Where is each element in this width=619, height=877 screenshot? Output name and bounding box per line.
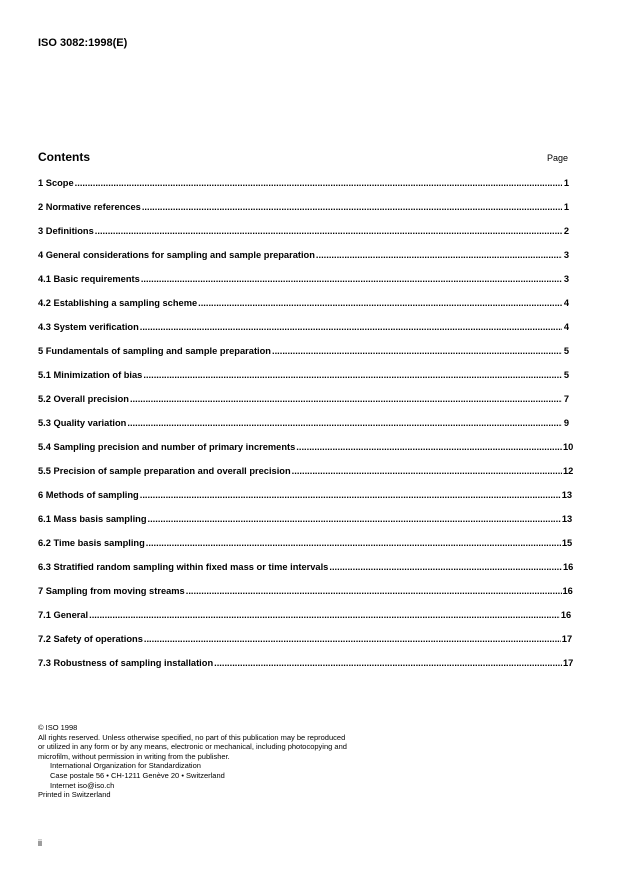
toc-entry-title: 6.1 Mass basis sampling — [38, 514, 147, 524]
toc-entry-page: 5 — [563, 370, 569, 380]
toc-entry-title: 5.5 Precision of sample preparation and overall precision — [38, 466, 291, 476]
toc-entry-title: 4.1 Basic requirements — [38, 274, 140, 284]
toc-entry-title: 7 Sampling from moving streams — [38, 586, 185, 596]
toc-entry-title: 7.2 Safety of operations — [38, 634, 143, 644]
toc-entry-page: 4 — [563, 322, 569, 332]
toc-entry-title: 4 General considerations for sampling and sample preparation — [38, 250, 315, 260]
toc-entry-title: 5.2 Overall precision — [38, 394, 129, 404]
toc-dot-leader — [130, 394, 562, 404]
toc-entry[interactable] — [38, 442, 574, 466]
toc-entry-page: 12 — [563, 466, 574, 476]
toc-entry[interactable] — [38, 274, 569, 298]
toc-entry-title: 3 Definitions — [38, 226, 94, 236]
toc-entry[interactable] — [38, 346, 569, 370]
organization-internet: Internet iso@iso.ch — [50, 780, 115, 790]
toc-dot-leader — [144, 634, 561, 644]
toc-entry[interactable] — [38, 634, 573, 658]
copyright-block — [38, 723, 398, 800]
toc-entry-page: 16 — [562, 586, 573, 596]
toc-entry[interactable] — [38, 538, 573, 562]
toc-entry[interactable] — [38, 370, 569, 394]
toc-entry-page: 17 — [563, 658, 574, 668]
toc-dot-leader — [316, 250, 562, 260]
toc-dot-leader — [272, 346, 562, 356]
toc-entry-title: 6.3 Stratified random sampling within fixed mass or time intervals — [38, 562, 329, 572]
toc-entry[interactable] — [38, 394, 569, 418]
document-header: ISO 3082:1998(E) — [38, 37, 128, 49]
toc-dot-leader — [140, 490, 561, 500]
toc-dot-leader — [148, 514, 561, 524]
toc-entry-title: 7.3 Robustness of sampling installation — [38, 658, 214, 668]
toc-dot-leader — [146, 538, 561, 548]
toc-dot-leader — [95, 226, 562, 236]
toc-entry-page: 1 — [563, 178, 569, 188]
toc-entry[interactable] — [38, 562, 574, 586]
rights-line: or utilized in any form or by any means, electronic or mechanical, including photocopying and — [38, 742, 347, 752]
toc-dot-leader — [140, 322, 562, 332]
toc-entry[interactable] — [38, 514, 573, 538]
toc-entry-page: 17 — [561, 634, 573, 644]
toc-entry-page: 3 — [563, 274, 569, 284]
toc-entry-title: 5.1 Minimization of bias — [38, 370, 143, 380]
toc-dot-leader — [186, 586, 562, 596]
toc-entry-title: 6.2 Time basis sampling — [38, 538, 145, 548]
toc-entry[interactable] — [38, 202, 569, 226]
toc-entry[interactable] — [38, 658, 574, 682]
toc-entry-page: 13 — [561, 490, 573, 500]
toc-dot-leader — [292, 466, 562, 476]
toc-dot-leader — [127, 418, 562, 428]
toc-entry-page: 7 — [563, 394, 569, 404]
page-number: ii — [38, 838, 42, 848]
toc-entry-page: 5 — [563, 346, 569, 356]
toc-entry-title: 5.4 Sampling precision and number of primary increments — [38, 442, 296, 452]
toc-entry-page: 13 — [561, 514, 573, 524]
toc-dot-leader — [141, 274, 562, 284]
contents-title: Contents — [38, 150, 90, 164]
toc-entry[interactable] — [38, 418, 569, 442]
toc-dot-leader — [89, 610, 560, 620]
toc-dot-leader — [329, 562, 562, 572]
toc-entry-page: 16 — [563, 562, 574, 572]
toc-dot-leader — [142, 202, 562, 212]
toc-entry-page: 15 — [561, 538, 573, 548]
printed-location: Printed in Switzerland — [38, 790, 111, 800]
organization-address: Case postale 56 • CH-1211 Genève 20 • Switzerland — [50, 770, 225, 780]
toc-entry-page: 9 — [563, 418, 569, 428]
rights-line: microfilm, without permission in writing from the publisher. — [38, 751, 230, 761]
toc-entry-page: 10 — [563, 442, 574, 452]
toc-entry-title: 2 Normative references — [38, 202, 141, 212]
toc-dot-leader — [75, 178, 562, 188]
organization-name: International Organization for Standardization — [50, 761, 201, 771]
toc-entry-title: 4.2 Establishing a sampling scheme — [38, 298, 198, 308]
toc-entry-title: 6 Methods of sampling — [38, 490, 139, 500]
toc-entry-title: 4.3 System verification — [38, 322, 139, 332]
toc-dot-leader — [296, 442, 562, 452]
toc-entry-title: 7.1 General — [38, 610, 89, 620]
toc-entry-page: 1 — [563, 202, 569, 212]
toc-entry[interactable] — [38, 298, 569, 322]
toc-entry[interactable] — [38, 466, 574, 490]
toc-entry[interactable] — [38, 610, 572, 634]
table-of-contents — [38, 178, 574, 682]
toc-entry[interactable] — [38, 586, 573, 610]
toc-entry-page: 3 — [563, 250, 569, 260]
toc-entry[interactable] — [38, 226, 569, 250]
toc-entry-page: 4 — [563, 298, 569, 308]
toc-entry-title: 1 Scope — [38, 178, 74, 188]
toc-entry-title: 5 Fundamentals of sampling and sample preparation — [38, 346, 271, 356]
toc-dot-leader — [214, 658, 562, 668]
toc-entry-title: 5.3 Quality variation — [38, 418, 127, 428]
toc-dot-leader — [143, 370, 562, 380]
toc-entry[interactable] — [38, 250, 569, 274]
toc-entry[interactable] — [38, 490, 573, 514]
toc-entry[interactable] — [38, 178, 569, 202]
toc-entry-page: 16 — [560, 610, 572, 620]
toc-entry-page: 2 — [563, 226, 569, 236]
copyright-notice: © ISO 1998 — [38, 723, 78, 732]
toc-entry[interactable] — [38, 322, 569, 346]
page-column-label: Page — [547, 153, 569, 163]
rights-line: All rights reserved. Unless otherwise specified, no part of this publication may be reproduced — [38, 732, 346, 742]
toc-dot-leader — [198, 298, 562, 308]
